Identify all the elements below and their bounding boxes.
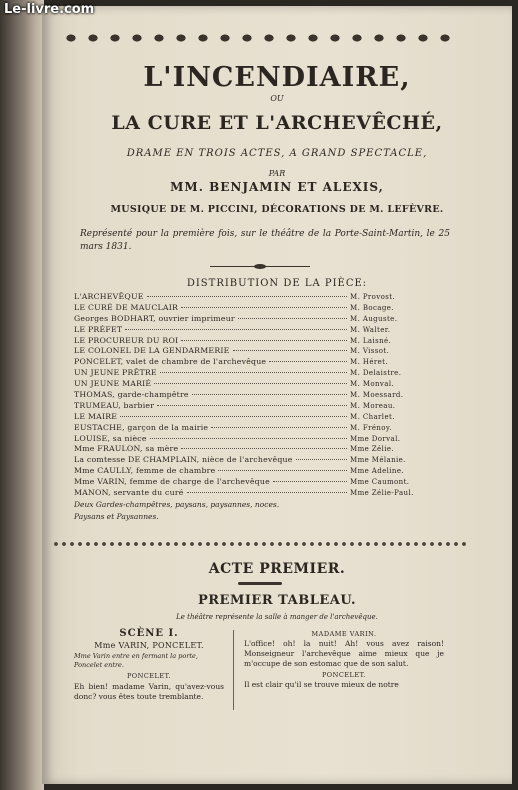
par-line: PAR (268, 169, 286, 178)
cast-role: Mme VARIN, femme de charge de l'archevêque (74, 477, 270, 487)
book-spine (0, 0, 44, 790)
leader-dots (273, 481, 347, 482)
cast-role: La comtesse DE CHAMPLAIN, nièce de l'archevêque (74, 455, 293, 465)
cast-row (74, 477, 434, 488)
leader-dots (154, 383, 347, 384)
cast-actor: Mme Mélanie. (350, 456, 406, 465)
leader-dots (125, 329, 347, 330)
tableau-heading: PREMIER TABLEAU. (197, 593, 357, 608)
scene-heading: SCÈNE I. (119, 628, 179, 639)
left-column (74, 628, 224, 702)
section-ornament (52, 540, 468, 548)
cast-row (74, 466, 434, 477)
cast-actor: M. Frénoy. (350, 423, 392, 432)
cast-role: MANON, servante du curé (74, 488, 184, 498)
authors-line: MM. BENJAMIN ET ALEXIS, (170, 180, 384, 194)
cast-row (74, 314, 434, 325)
leader-dots (157, 405, 347, 406)
leader-dots (160, 372, 347, 373)
cast-role: LE CURÉ DE MAUCLAIR (74, 302, 179, 312)
cast-row (74, 455, 434, 466)
cast-role: Mme CAULLY, femme de chambre (74, 466, 216, 476)
cast-actor: M. Moreau. (350, 401, 396, 410)
cast-extra: Deux Gardes-champêtres, paysans, paysannes, noces. (74, 500, 280, 509)
watermark: Le-livre.com (4, 2, 95, 17)
leader-dots (192, 394, 347, 395)
cast-row (74, 368, 434, 379)
cast-actor: M. Delaistre. (350, 369, 402, 378)
divider-rule (210, 266, 310, 267)
leader-dots (187, 492, 347, 493)
cast-row (74, 357, 434, 368)
top-ornament (60, 26, 450, 50)
cast-row (74, 379, 434, 390)
speaker-name: PONCELET. (321, 671, 367, 679)
cast-role: LE COLONEL DE LA GENDARMERIE (74, 346, 230, 356)
leader-dots (218, 470, 347, 471)
cast-actor: Mme Zélie. (350, 445, 395, 454)
stage-direction: Mme Varin entre en fermant la porte, Poncelet entre. (74, 652, 198, 669)
cast-actor: M. Héret. (350, 358, 388, 367)
representation-note: Représenté pour la première fois, sur le théâtre de la Porte-Saint-Martin, le 25 mars 1831. (80, 229, 450, 252)
cast-row (74, 434, 434, 445)
cast-row (74, 325, 434, 336)
cast-actor: M. Laisné. (350, 336, 392, 345)
cast-actor: M. Moessard. (350, 391, 404, 400)
cast-role: Mme FRAULON, sa mère (74, 444, 179, 454)
cast-row (74, 488, 434, 499)
leader-dots (147, 296, 347, 297)
leader-dots (181, 448, 347, 449)
speech-text: L'office! oh! la nuit! Ah! vous avez raison! Monseigneur l'archevêque aime mieux que je m'occupe de son estomac que de son salut. (244, 639, 444, 668)
leader-dots (181, 307, 347, 308)
column-divider (233, 630, 234, 710)
play-title: L'INCENDIAIRE, (143, 62, 411, 93)
leader-dots (233, 350, 347, 351)
small-ornament (238, 582, 282, 585)
cast-actor: M. Walter. (350, 325, 391, 334)
cast-role: LE MAIRE (74, 411, 118, 421)
cast-row (74, 336, 434, 347)
cast-actor: Mme Caumont. (350, 478, 410, 487)
cast-actor: M. Charlet. (350, 412, 395, 421)
leader-dots (120, 416, 347, 417)
cast-role: L'ARCHEVÊQUE (74, 292, 144, 301)
genre-line: DRAME EN TROIS ACTES, A GRAND SPECTACLE, (126, 148, 428, 159)
cast-row (74, 401, 434, 412)
speech-text: Il est clair qu'il se trouve mieux de notre (244, 680, 399, 689)
cast-role: UN JEUNE PRÊTRE (74, 368, 157, 378)
cast-actor: M. Monval. (350, 380, 395, 389)
scene-persons: Mme VARIN, PONCELET. (94, 641, 204, 650)
cast-role: PONCELET, valet de chambre de l'archevêque (74, 357, 267, 367)
cast-row (74, 346, 434, 357)
cast-actor: M. Bocage. (350, 303, 394, 312)
cast-row (74, 390, 434, 401)
cast-role: THOMAS, garde-champêtre (74, 390, 189, 400)
cast-actor: Mme Adeline. (350, 467, 405, 476)
cast-list (74, 292, 434, 499)
cast-actor: M. Vissot. (350, 347, 390, 356)
leader-dots (150, 438, 347, 439)
leader-dots (211, 427, 347, 428)
cast-row (74, 423, 434, 434)
cast-role: Georges BODHART, ouvrier imprimeur (74, 313, 235, 323)
cast-actor: M. Auguste. (350, 314, 398, 323)
cast-actor: Mme Dorval. (350, 434, 401, 443)
right-column (244, 628, 444, 690)
cast-actor: M. Provost. (350, 293, 396, 301)
cast-row (74, 412, 434, 423)
cast-role: LOUISE, sa nièce (74, 433, 147, 443)
cast-actor: Mme Zélie-Paul. (350, 489, 414, 498)
cast-role: EUSTACHE, garçon de la mairie (74, 422, 209, 432)
leader-dots (296, 459, 347, 460)
decor-note: Le théâtre représente la salle à manger de l'archevêque. (176, 613, 378, 621)
cast-row (74, 303, 434, 314)
leader-dots (181, 340, 347, 341)
distribution-heading: DISTRIBUTION DE LA PIÈCE: (186, 278, 368, 289)
cast-role: LE PROCUREUR DU ROI (74, 335, 179, 345)
title-conjunction: OU (270, 94, 284, 103)
cast-extra: Paysans et Paysannes. (74, 512, 159, 521)
leader-dots (269, 361, 347, 362)
act-heading: ACTE PREMIER. (208, 561, 346, 577)
cast-role: UN JEUNE MARIÉ (74, 379, 152, 389)
speech-text: Eh bien! madame Varin, qu'avez-vous donc? vous êtes toute tremblante. (74, 682, 224, 701)
speaker-name: MADAME VARIN. (311, 630, 377, 638)
music-line: MUSIQUE DE M. PICCINI, DÉCORATIONS DE M. LEFÈVRE. (110, 204, 444, 215)
cast-role: TRUMEAU, barbier (74, 400, 155, 410)
cast-row (74, 292, 434, 303)
cast-row (74, 444, 434, 455)
speaker-name: PONCELET. (126, 672, 172, 680)
cast-role: LE PRÉFET (74, 324, 123, 334)
leader-dots (238, 318, 347, 319)
play-subtitle: LA CURE ET L'ARCHEVÊCHÉ, (111, 112, 443, 134)
